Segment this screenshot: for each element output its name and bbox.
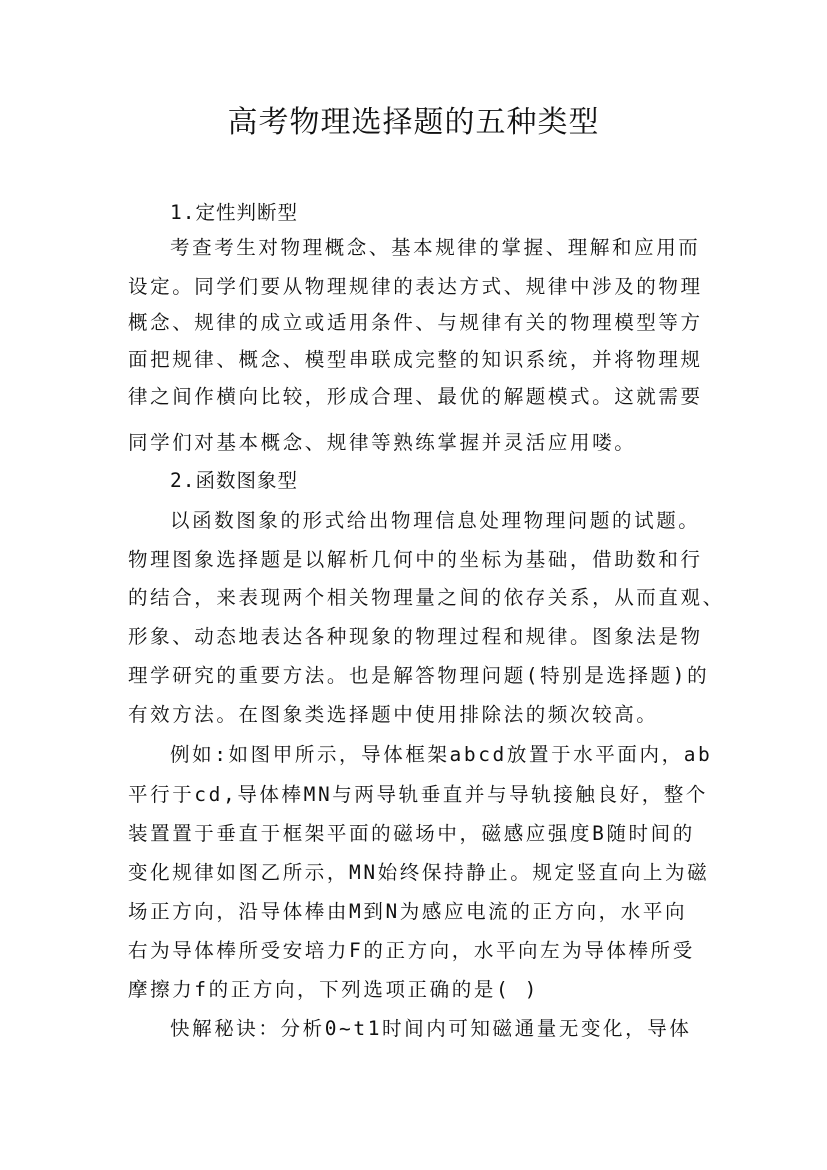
paragraph-line: 右为导体棒所受安培力F的正方向，水平向左为导体棒所受 [128,939,695,962]
section-heading-1: 1.定性判断型 [170,201,298,224]
page-title: 高考物理选择题的五种类型 [227,105,600,140]
paragraph-line: 平行于cd,导体棒MN与两导轨垂直并与导轨接触良好，整个 [128,783,709,806]
paragraph-line: 律之间作横向比较，形成合理、最优的解题模式。这就需要 [128,385,703,408]
paragraph-line: 的结合，来表现两个相关物理量之间的依存关系，从而直观、 [128,586,725,609]
paragraph-line: 形象、动态地表达各种现象的物理过程和规律。图象法是物 [128,625,703,648]
paragraph-line: 概念、规律的成立或适用条件、与规律有关的物理模型等方 [128,311,703,334]
paragraph-line: 场正方向，沿导体棒由M到N为感应电流的正方向，水平向 [128,900,688,923]
paragraph-line: 面把规律、概念、模型串联成完整的知识系统，并将物理规 [128,348,703,371]
paragraph-line: 变化规律如图乙所示，MN始终保持静止。规定竖直向上为磁 [128,861,710,884]
paragraph-line: 以函数图象的形式给出物理信息处理物理问题的试题。 [170,509,701,532]
paragraph-line: 设定。同学们要从物理规律的表达方式、规律中涉及的物理 [128,275,703,298]
paragraph-line: 例如:如图甲所示，导体框架abcd放置于水平面内，ab [170,743,713,766]
paragraph-line: 物理图象选择题是以解析几何中的坐标为基础，借助数和行 [128,548,703,571]
paragraph-line: 快解秘诀：分析0~t1时间内可知磁通量无变化，导体 [170,1017,692,1040]
paragraph-line: 摩擦力f的正方向，下列选项正确的是( ) [128,978,539,1001]
paragraph-line: 理学研究的重要方法。也是解答物理问题(特别是选择题)的 [128,664,710,687]
paragraph-line: 有效方法。在图象类选择题中使用排除法的频次较高。 [128,703,659,726]
paragraph-line: 考查考生对物理概念、基本规律的掌握、理解和应用而 [170,236,701,259]
paragraph-line: 同学们对基本概念、规律等熟练掌握并灵活应用喽。 [128,431,637,454]
paragraph-line: 装置置于垂直于框架平面的磁场中，磁感应强度B随时间的 [128,822,695,845]
section-heading-2: 2.函数图象型 [170,469,298,492]
